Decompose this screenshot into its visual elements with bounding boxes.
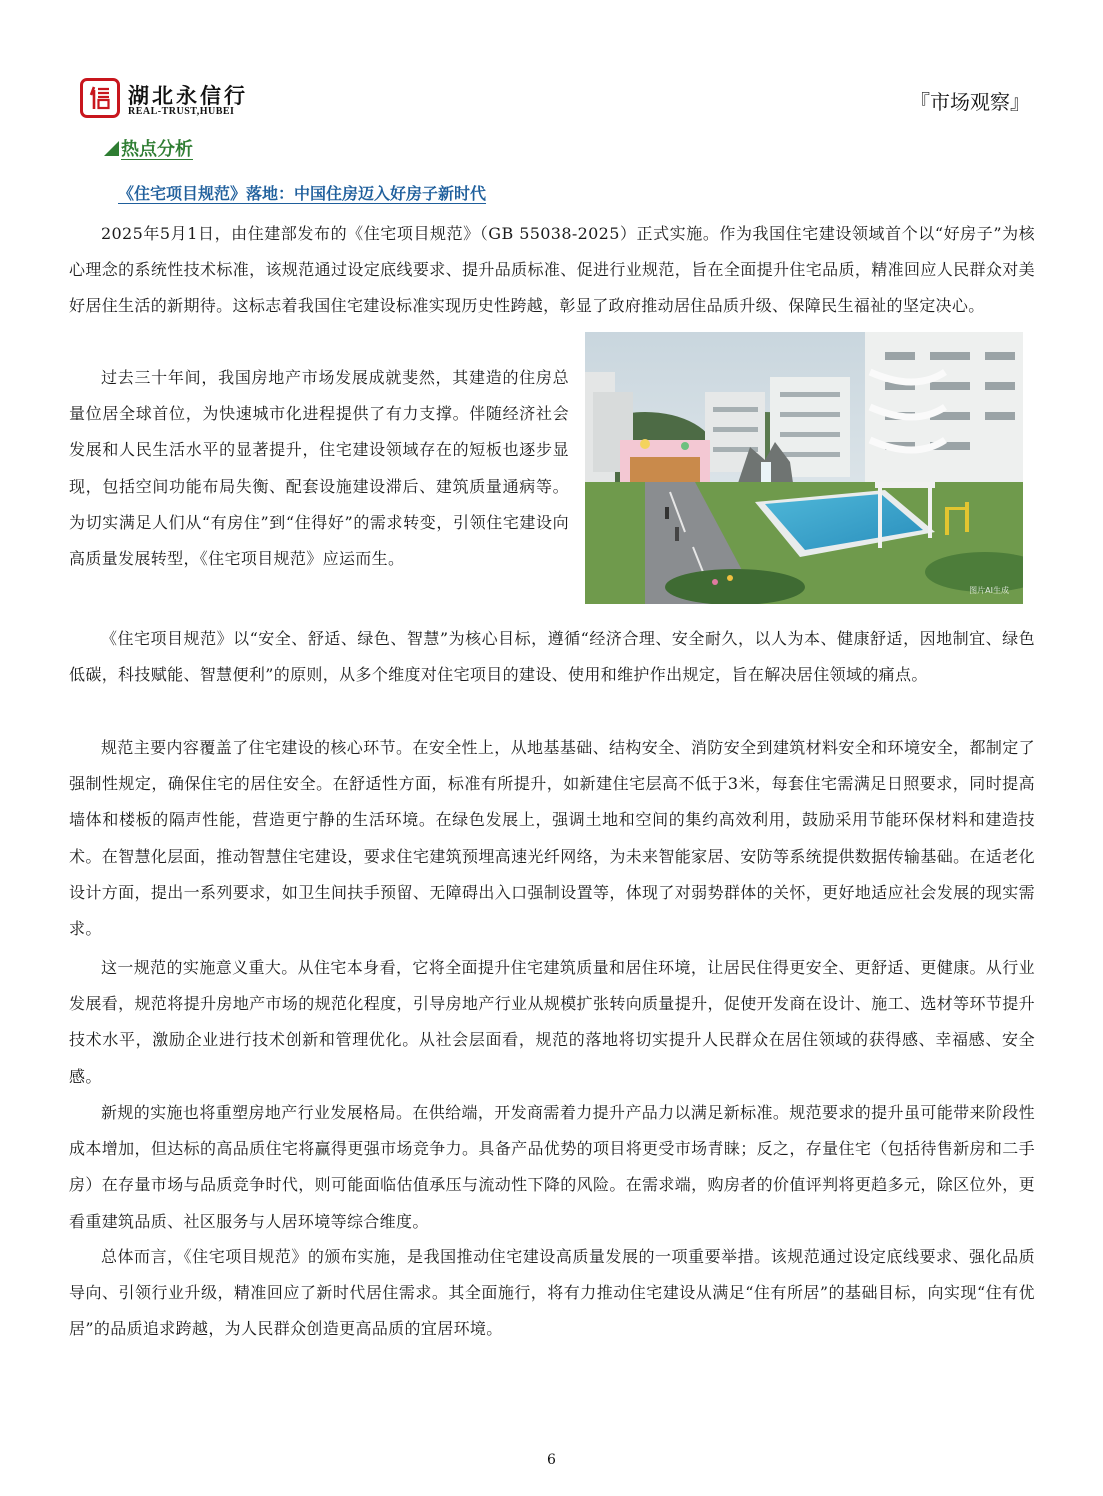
article-title: 《住宅项目规范》落地：中国住房迈入好房子新时代 [118,184,487,203]
image-watermark: 图片AI生成 [969,586,1009,595]
paragraph: 总体而言，《住宅项目规范》的颁布实施，是我国推动住宅建设高质量发展的一项重要举措。该规范通过设定底线要求、强化品质导向、引领行业升级，精准回应了新时代居住需求。其全面施行，将有力推动住宅建设从满足“住有所居”的基础目标，向实现“住有优居”的品质追求跨越，为人民群众创造更高品质的宜居环境。 [69,1247,1035,1339]
paragraph: 《住宅项目规范》以“安全、舒适、绿色、智慧”为核心目标，遵循“经济合理、安全耐久，以人为本、健康舒适，因地制宜、绿色低碳，科技赋能、智慧便利”的原则，从多个维度对住宅项目的建设、使用和维护作出规定，旨在解决居住领域的痛点。 [69,629,1035,685]
triangle-marker-icon [104,141,119,156]
section-tag: 『市场观察』 [910,90,1030,114]
paragraph: 过去三十年间，我国房地产市场发展成就斐然，其建造的住房总量位居全球首位，为快速城市化进程提供了有力支撑。伴随经济社会发展和人民生活水平的显著提升，住宅建设领域存在的短板也逐步显现，包括空间功能布局失衡、配套设施建设滞后、建筑质量通病等。为切实满足人们从“有房住”到“住得好”的需求转变，引领住宅建设向高质量发展转型，《住宅项目规范》应运而生。 [69,368,569,569]
section-heading [104,135,193,161]
paragraph: 规范主要内容覆盖了住宅建设的核心环节。在安全性上，从地基基础、结构安全、消防安全到建筑材料安全和环境安全，都制定了强制性规定，确保住宅的居住安全。在舒适性方面，标准有所提升，如新建住宅层高不低于3米，每套住宅需满足日照要求，同时提高墙体和楼板的隔声性能，营造更宁静的生活环境。在绿色发展上，强调土地和空间的集约高效利用，鼓励采用节能环保材料和建造技术。在智慧化层面，推动智慧住宅建设，要求住宅建筑预埋高速光纤网络，为未来智能家居、安防等系统提供数据传输基础。在适老化设计方面，提出一系列要求，如卫生间扶手预留、无障碍出入口强制设置等，体现了对弱势群体的关怀，更好地适应社会发展的现实需求。 [69,738,1035,939]
paragraph: 2025年5月1日，由住建部发布的《住宅项目规范》（GB 55038-2025）正式实施。作为我国住宅建设领域首个以“好房子”为核心理念的系统性技术标准，该规范通过设定底线要求、提升品质标准、促进行业规范，旨在全面提升住宅品质，精准回应人民群众对美好居住生活的新期待。这标志着我国住宅建设标准实现历史性跨越，彰显了政府推动居住品质升级、保障民生福祉的坚定决心。 [69,224,1035,316]
company-logo-icon [80,78,120,118]
paragraph: 这一规范的实施意义重大。从住宅本身看，它将全面提升住宅建筑质量和居住环境，让居民住得更安全、更舒适、更健康。从行业发展看，规范将提升房地产市场的规范化程度，引导房地产行业从规模扩张转向质量提升，促使开发商在设计、施工、选材等环节提升技术水平，激励企业进行技术创新和管理优化。从社会层面看，规范的落地将切实提升人民群众在居住领域的获得感、幸福感、安全感。 [69,958,1035,1086]
company-name-cn: 湖北永信行 [128,84,248,108]
section-heading-text: 热点分析 [121,139,193,160]
company-name-en: REAL-TRUST,HUBEI [128,106,235,117]
residential-community-image [585,332,1023,604]
page-number: 6 [547,1452,556,1468]
paragraph: 新规的实施也将重塑房地产行业发展格局。在供给端，开发商需着力提升产品力以满足新标准。规范要求的提升虽可能带来阶段性成本增加，但达标的高品质住宅将赢得更强市场竞争力。具备产品优势的项目将更受市场青睐；反之，存量住宅（包括待售新房和二手房）在存量市场与品质竞争时代，则可能面临估值承压与流动性下降的风险。在需求端，购房者的价值评判将更趋多元，除区位外，更看重建筑品质、社区服务与人居环境等综合维度。 [69,1103,1035,1231]
page-header [80,78,1030,122]
